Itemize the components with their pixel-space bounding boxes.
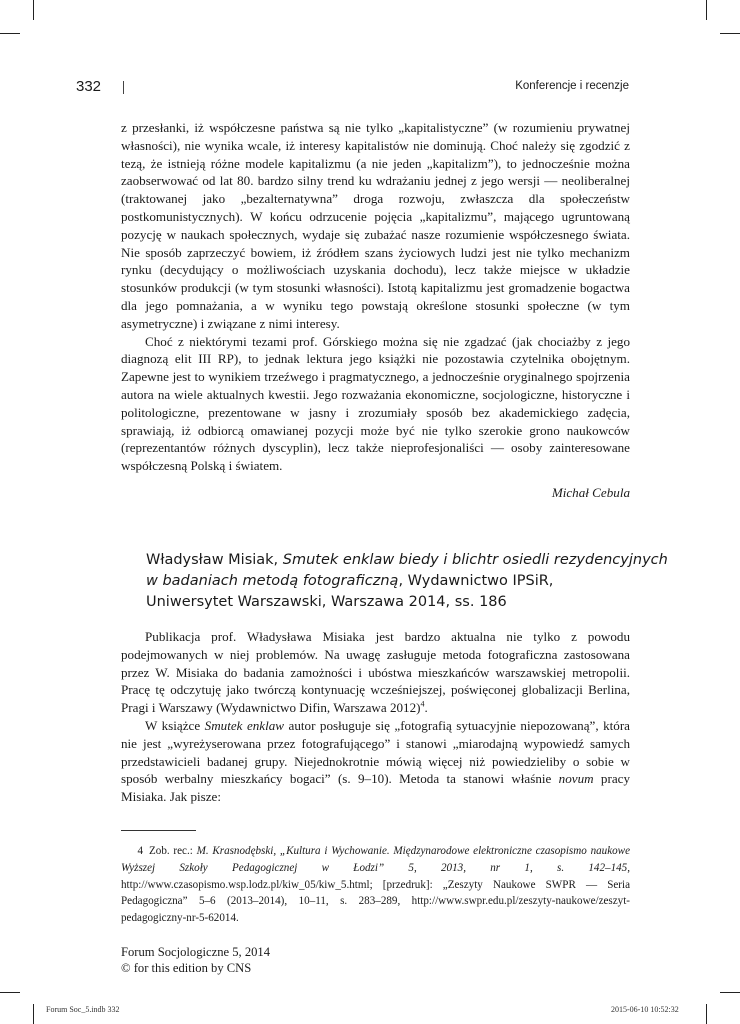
review-1-signature-block bbox=[121, 484, 630, 502]
paragraph-text: W książce bbox=[145, 717, 205, 733]
review-2-text bbox=[121, 628, 630, 806]
review-heading-line-1 bbox=[146, 550, 668, 571]
journal-name: Forum Socjologiczne 5, 2014 bbox=[121, 945, 271, 959]
crop-mark-top-right-h bbox=[720, 33, 740, 34]
print-slug-timestamp: 2015-06-10 10:52:32 bbox=[611, 1005, 679, 1014]
paragraph: z przesłanki, iż współczesne państwa są nie tylko „kapitalistyczne” (w rozumieniu prywatnej własności), nie wynika wcale, iż interesy kapitalistów nie dominują. Choć należy się zgodzić z tezą, że istnieją różne modele kapitalizmu (a nie jeden „kapitalizm”), to jednocześnie można zaobserwować od lat 80. bardzo silny trend ku wdrażaniu jednej z jego wersji — neoliberalnej (traktowanej jako „bezalternatywna” droga rozwoju, zwłaszcza dla społeczeństw postkomunistycznych). W końcu odrzucenie pojęcia „kapitalizmu”, mającego ugruntowaną pozycję w naukach społecznych, wydaje się zubażać nasze rozumienie współczesnego świata. Nie sposób zaprzeczyć bowiem, iż źródłem szans życiowych ludzi jest nie tylko mechanizm rynku (decydujący o możliwościach uzyskania dochodu), lecz także miejsce w układzie stosunków produkcji (w tym stosunki własności). Istotą kapitalizmu jest gromadzenie bogactwa dla jego pomnażania, a w wyniku tego powstają określone stosunki społeczne (w tym asymetryczne) i związane z nimi interesy. bbox=[121, 120, 630, 331]
crop-mark-bottom-left bbox=[33, 1004, 34, 1024]
footnote-reference[interactable]: 4 bbox=[420, 699, 425, 709]
header-separator bbox=[123, 81, 124, 94]
emphasis-novum: novum bbox=[558, 771, 594, 787]
review-1-text bbox=[121, 119, 630, 475]
paragraph bbox=[121, 717, 630, 806]
journal-footer bbox=[121, 944, 270, 976]
paragraph bbox=[121, 628, 630, 717]
footnote-citation: M. Krasnodębski, „Kultura i Wychowanie. Międzynarodowe elektroniczne czasopismo naukowe Wyższej Szkoły Pedagogicznej w Łodzi” 5, 2013, nr 1, s. 142–145 bbox=[121, 845, 630, 874]
paragraph-text: pracy Misiaka. Jak pisze: bbox=[121, 771, 631, 805]
paragraph: Choć z niektórymi tezami prof. Górskiego można się nie zgadzać (jak chociażby z jego diagnozą elit III RP), to jednak lektura jego książki nie pozostawia czytelnika obojętnym. Zapewne jest to wynikiem trzeźwego i pragmatycznego, a jednocześnie oryginalnego spojrzenia autora na wiele aktualnych kwestii. Jego rozważania ekonomiczne, socjologiczne, historyczne i politologiczne, prezentowane w jasny i zrozumiały sposób bez akademickiego zadęcia, sprawiają, iż odbiorcą omawianej pozycji może być nie tylko szerokie grono naukowców (reprezentantów różnych dyscyplin), lecz także nieprofesjonaliści — osoby zainteresowane współczesną Polską i światem. bbox=[121, 333, 630, 474]
crop-mark-bottom-left-h bbox=[0, 992, 20, 993]
reviewer-signature: Michał Cebula bbox=[551, 485, 630, 500]
running-title: Konferencje i recenzje bbox=[515, 80, 629, 92]
paragraph-text: Publikacja prof. Władysława Misiaka jest bardzo aktualna nie tylko z powodu podejmowanych w niej problemów. Na uwagę zasługuje metoda fotograficzna zastosowana przez W. Misiaka do badania zamożności i ubóstwa mieszkańców warszawskiej metropolii. Pracę tę odczytuję jako twórczą kontynuację wcześniejszej, poświęconej globalizacji Berlina, Pragi i Warszawy (Wydawnictwo Difin, Warszawa 2012) bbox=[121, 629, 630, 716]
book-publication-details: Uniwersytet Warszawski, Warszawa 2014, ss. 186 bbox=[146, 594, 507, 610]
crop-mark-top-right bbox=[706, 0, 707, 20]
page-number: 332 bbox=[76, 78, 102, 95]
footnote-rule bbox=[121, 830, 196, 831]
book-title-part-1: Smutek enklaw biedy i blichtr osiedli rezydencyjnych bbox=[282, 552, 668, 568]
book-title-short: Smutek enklaw bbox=[204, 717, 285, 733]
book-publisher: , Wydawnictwo IPSiR, bbox=[398, 573, 554, 589]
footnote-links[interactable]: , http://www.czasopismo.wsp.lodz.pl/kiw_05/kiw_5.html; [przedruk]: „Zeszyty Naukowe SWPR — Seria Pedagogiczna” 5–6 (2013–2014), 10–11, s. 283–289, http://www.swpr.edu.pl/zeszyty-naukowe/zeszyt-pedagogiczny-nr-5-62014. bbox=[121, 861, 630, 925]
crop-mark-top-left bbox=[33, 0, 34, 20]
book-author: Władysław Misiak, bbox=[146, 552, 279, 568]
footnote-number: 4 bbox=[137, 845, 143, 857]
book-title-part-2: w badaniach metodą fotograficzną bbox=[146, 573, 399, 589]
paragraph-end: . bbox=[424, 700, 428, 716]
footnote-text bbox=[121, 843, 630, 927]
crop-mark-bottom-right bbox=[706, 1004, 707, 1024]
copyright-notice: © for this edition by CNS bbox=[121, 961, 252, 975]
review-2-heading bbox=[146, 550, 668, 613]
crop-mark-top-left-h bbox=[0, 33, 20, 34]
crop-mark-bottom-right-h bbox=[720, 992, 740, 993]
print-slug-file: Forum Soc_5.indb 332 bbox=[46, 1005, 120, 1014]
review-heading-line-2 bbox=[146, 571, 616, 592]
footnote-lead: Zob. rec.: bbox=[149, 845, 197, 857]
footnote bbox=[121, 843, 630, 927]
paragraph-text: autor posługuje się „fotografią sytuacyjnie niepozowaną”, która nie jest „wyreżyserowana przez fotografującego” i stanowi „miarodajną wypowiedź samych przedstawicieli badanej grupy. Niejednokrotnie mówią więcej niż powiedzieliby o sobie w sposób werbalny mieszkańcy bogaci” (s. 9–10). Metoda ta stanowi właśnie bbox=[121, 717, 630, 787]
page-header bbox=[76, 78, 629, 100]
